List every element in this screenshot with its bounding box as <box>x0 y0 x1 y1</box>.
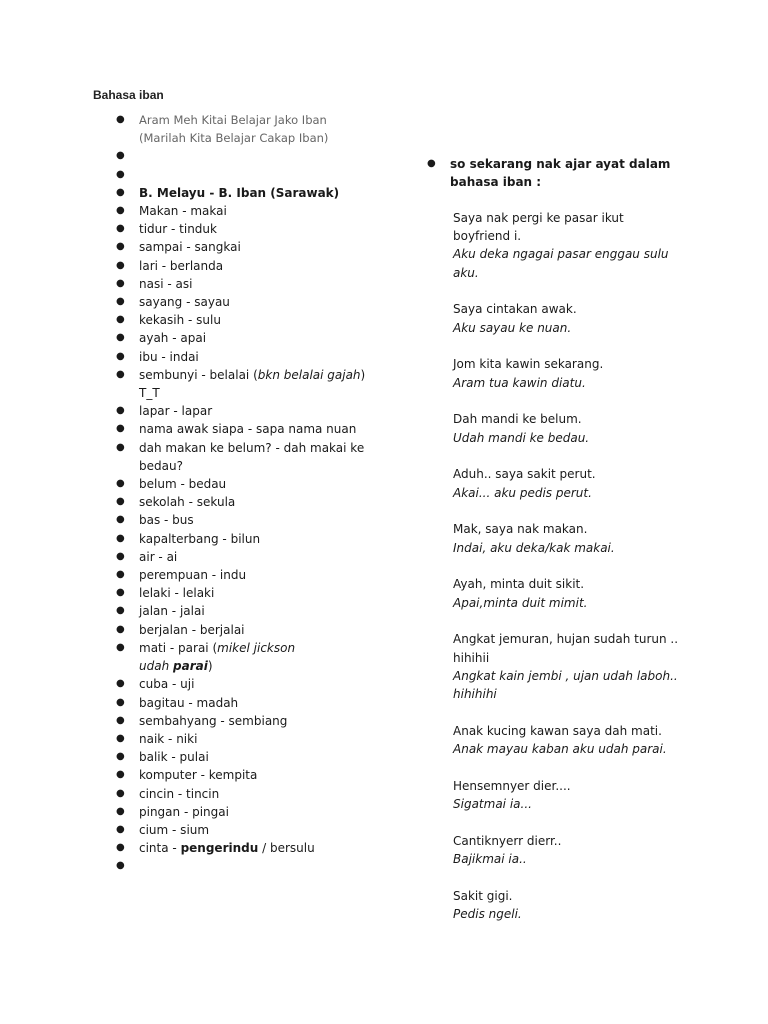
iban-sentence: Sigatmai ia... <box>453 797 532 812</box>
sentence-header-list <box>427 155 707 191</box>
bullet-icon: ● <box>116 350 125 362</box>
bullet-icon: ● <box>116 569 125 581</box>
cinta-post: / bersulu <box>258 841 315 856</box>
malay-sentence: Dah mandi ke belum. <box>453 412 582 427</box>
sentence-header-line1: so sekarang nak ajar ayat dalam <box>450 157 671 171</box>
bullet-icon: ● <box>116 441 125 453</box>
bullet-icon: ● <box>116 223 125 235</box>
iban-sentence: hihihihi <box>453 687 497 702</box>
vocab-word: naik - niki <box>139 731 198 746</box>
list-item <box>116 275 376 293</box>
bullet-icon: ● <box>116 787 125 799</box>
sentence-pair <box>453 575 723 611</box>
bullet-icon: ● <box>116 550 125 562</box>
bullet-icon: ● <box>116 696 125 708</box>
bullet-icon: ● <box>116 751 125 763</box>
malay-sentence: Anak kucing kawan saya dah mati. <box>453 723 662 738</box>
document-title: Bahasa iban <box>93 88 164 102</box>
sentence-pair <box>453 630 723 703</box>
list-item <box>116 293 376 311</box>
sentence-pair <box>453 355 723 391</box>
list-item <box>116 748 376 766</box>
iban-sentence: Anak mayau kaban aku udah parai. <box>453 742 667 757</box>
vocab-word: lari - berlanda <box>139 258 224 273</box>
dah-makan-line1: dah makan ke belum? - dah makai ke <box>139 440 365 455</box>
list-item <box>116 511 376 529</box>
iban-sentence: aku. <box>453 265 479 280</box>
vocab-word: sayang - sayau <box>139 295 230 310</box>
vocab-word: sembahyang - sembiang <box>139 713 288 728</box>
bullet-icon: ● <box>116 641 125 653</box>
vocab-word: Makan - makai <box>139 204 227 219</box>
mati-pre: mati - parai ( <box>139 640 218 655</box>
vocab-word: cium - sium <box>139 822 210 837</box>
malay-sentence: Aduh.. saya sakit perut. <box>453 467 596 482</box>
iban-sentence: Apai,minta duit mimit. <box>453 595 588 610</box>
iban-sentence: Angkat kain jembi , ujan udah laboh.. <box>453 668 678 683</box>
list-item <box>116 238 376 256</box>
list-item <box>116 530 376 548</box>
list-item <box>116 147 376 165</box>
iban-sentence: Akai... aku pedis perut. <box>453 485 592 500</box>
iban-sentence: Indai, aku deka/kak makai. <box>453 540 615 555</box>
bullet-icon: ● <box>116 478 125 490</box>
list-item <box>116 712 376 730</box>
iban-sentence: Aram tua kawin diatu. <box>453 375 586 390</box>
iban-sentence: Bajikmai ia.. <box>453 852 527 867</box>
bullet-icon: ● <box>116 114 125 125</box>
bullet-icon: ● <box>116 186 125 198</box>
malay-sentence: Hensemnyer dier.... <box>453 778 571 793</box>
list-item <box>116 548 376 566</box>
bullet-icon: ● <box>116 259 125 271</box>
mati-line2-post: ) <box>207 659 213 674</box>
malay-sentence: Saya nak pergi ke pasar ikut <box>453 211 624 225</box>
bullet-icon: ● <box>116 168 125 180</box>
bullet-icon: ● <box>116 605 125 617</box>
vocab-word: lelaki - lelaki <box>139 586 215 601</box>
vocab-word: pingan - pingai <box>139 804 229 819</box>
malay-sentence: Cantiknyerr dierr.. <box>453 833 562 848</box>
vocab-word: bagitau - madah <box>139 695 239 710</box>
bullet-icon: ● <box>427 158 436 169</box>
vocab-word: komputer - kempita <box>139 768 258 783</box>
vocab-word: kapalterbang - bilun <box>139 531 261 546</box>
vocab-word: kekasih - sulu <box>139 313 221 328</box>
iban-sentence: Pedis ngeli. <box>453 907 522 922</box>
list-item <box>116 184 376 202</box>
list-item <box>116 439 376 475</box>
vocab-word: ayah - apai <box>139 331 207 346</box>
vocab-header: B. Melayu - B. Iban (Sarawak) <box>139 185 340 200</box>
vocab-word: sekolah - sekula <box>139 495 236 510</box>
malay-sentence: hihihii <box>453 650 490 665</box>
list-item <box>116 694 376 712</box>
dah-makan-line2: bedau? <box>139 458 183 473</box>
sentence-pair <box>453 465 723 501</box>
bullet-icon: ● <box>116 405 125 417</box>
sentence-pair <box>453 410 723 446</box>
vocab-word: nasi - asi <box>139 276 193 291</box>
list-item <box>116 420 376 438</box>
bullet-icon: ● <box>116 296 125 308</box>
list-item <box>116 584 376 602</box>
malay-sentence: Angkat jemuran, hujan sudah turun .. <box>453 632 679 647</box>
list-item <box>116 257 376 275</box>
bullet-icon: ● <box>116 842 125 854</box>
bullet-icon: ● <box>116 205 125 217</box>
list-item <box>116 857 376 875</box>
intro-line-2: (Marilah Kita Belajar Cakap Iban) <box>139 131 329 146</box>
bullet-icon: ● <box>116 587 125 599</box>
malay-sentence: boyfriend i. <box>453 229 522 244</box>
vocab-word: nama awak siapa - sapa nama nuan <box>139 422 357 437</box>
bullet-icon: ● <box>116 150 125 162</box>
list-item <box>116 348 376 366</box>
sentence-pairs <box>453 209 723 942</box>
list-item <box>116 493 376 511</box>
bullet-icon: ● <box>116 714 125 726</box>
list-item <box>116 639 376 675</box>
iban-sentence: Udah mandi ke bedau. <box>453 430 590 445</box>
iban-sentence: Aku sayau ke nuan. <box>453 320 572 335</box>
sembunyi-pre: sembunyi - belalai ( <box>139 367 258 382</box>
bullet-icon: ● <box>116 496 125 508</box>
malay-sentence: Jom kita kawin sekarang. <box>453 357 604 372</box>
sentence-pair <box>453 887 723 923</box>
list-item <box>116 602 376 620</box>
sembunyi-post: ) <box>360 367 366 382</box>
bullet-icon: ● <box>116 532 125 544</box>
bullet-icon: ● <box>116 277 125 289</box>
sentence-pair <box>453 777 723 813</box>
iban-sentence: Aku deka ngagai pasar enggau sulu <box>453 247 669 262</box>
sembunyi-ital: bkn belalai gajah <box>257 367 361 382</box>
sentence-pair <box>453 722 723 758</box>
sentence-pair <box>453 300 723 336</box>
bullet-icon: ● <box>116 823 125 835</box>
vocab-word: cincin - tincin <box>139 786 220 801</box>
list-item <box>116 111 376 147</box>
bullet-icon: ● <box>116 623 125 635</box>
sentence-pair <box>453 209 723 282</box>
vocab-word: cuba - uji <box>139 677 195 692</box>
vocab-word: bas - bus <box>139 513 194 528</box>
vocab-word: belum - bedau <box>139 477 227 492</box>
mati-line2-bold: parai <box>173 659 208 674</box>
mati-ital: mikel jickson <box>217 640 296 655</box>
cinta-pre: cinta - <box>139 841 181 856</box>
bullet-icon: ● <box>116 423 125 435</box>
list-item <box>116 566 376 584</box>
vocab-word: lapar - lapar <box>139 404 213 419</box>
list-item <box>116 475 376 493</box>
list-item <box>116 675 376 693</box>
vocab-word: berjalan - berjalai <box>139 622 245 637</box>
malay-sentence: Mak, saya nak makan. <box>453 522 588 537</box>
list-item <box>116 803 376 821</box>
bullet-icon: ● <box>116 241 125 253</box>
list-item <box>427 155 707 191</box>
malay-sentence: Ayah, minta duit sikit. <box>453 577 585 592</box>
list-item <box>116 220 376 238</box>
vocab-word: jalan - jalai <box>139 604 205 619</box>
list-item <box>116 839 376 857</box>
bullet-icon: ● <box>116 769 125 781</box>
sentence-pair <box>453 520 723 556</box>
vocab-word: sampai - sangkai <box>139 240 241 255</box>
sentence-header-line2: bahasa iban : <box>450 175 542 190</box>
malay-sentence: Saya cintakan awak. <box>453 302 577 317</box>
intro-line-1: Aram Meh Kitai Belajar Jako Iban <box>139 113 327 127</box>
sentence-pair <box>453 832 723 868</box>
list-item <box>116 785 376 803</box>
list-item <box>116 311 376 329</box>
sembunyi-line2: T_T <box>139 386 160 401</box>
list-item <box>116 766 376 784</box>
mati-line2-ital: udah <box>139 659 173 674</box>
bullet-icon: ● <box>116 368 125 380</box>
list-item <box>116 366 376 402</box>
list-item <box>116 402 376 420</box>
list-item <box>116 821 376 839</box>
list-item <box>116 202 376 220</box>
list-item <box>116 621 376 639</box>
bullet-icon: ● <box>116 732 125 744</box>
vocabulary-list <box>116 111 376 876</box>
list-item <box>116 329 376 347</box>
list-item <box>116 166 376 184</box>
bullet-icon: ● <box>116 314 125 326</box>
vocab-word: balik - pulai <box>139 750 209 765</box>
bullet-icon: ● <box>116 805 125 817</box>
list-item <box>116 730 376 748</box>
vocab-word: tidur - tinduk <box>139 222 217 237</box>
vocab-word: air - ai <box>139 549 178 564</box>
bullet-icon: ● <box>116 514 125 526</box>
malay-sentence: Sakit gigi. <box>453 888 513 903</box>
vocab-word: ibu - indai <box>139 349 199 364</box>
bullet-icon: ● <box>116 860 125 872</box>
bullet-icon: ● <box>116 678 125 690</box>
vocab-word: perempuan - indu <box>139 568 247 583</box>
cinta-bold: pengerindu <box>180 841 259 856</box>
bullet-icon: ● <box>116 332 125 344</box>
